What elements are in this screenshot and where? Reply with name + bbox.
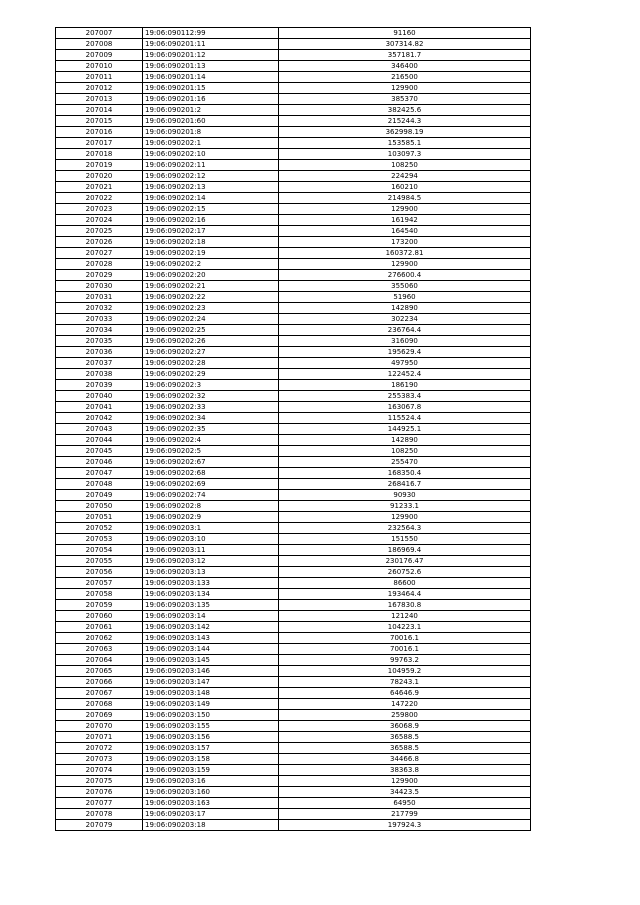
table-row [56, 94, 531, 105]
table-row [56, 644, 531, 655]
row-id-cell: 207037 [56, 358, 143, 369]
cadastral-number-cell: 19:06:090201:12 [143, 50, 279, 61]
row-id-cell: 207073 [56, 754, 143, 765]
row-id-cell: 207007 [56, 28, 143, 39]
value-cell: 197924.3 [279, 820, 531, 831]
cadastral-number-cell: 19:06:090202:19 [143, 248, 279, 259]
table-row [56, 358, 531, 369]
cadastral-number-cell: 19:06:090203:150 [143, 710, 279, 721]
row-id-cell: 207027 [56, 248, 143, 259]
table-row [56, 622, 531, 633]
cadastral-number-cell: 19:06:090203:144 [143, 644, 279, 655]
value-cell: 357181.7 [279, 50, 531, 61]
value-cell: 385370 [279, 94, 531, 105]
value-cell: 168350.4 [279, 468, 531, 479]
value-cell: 230176.47 [279, 556, 531, 567]
table-row [56, 578, 531, 589]
row-id-cell: 207013 [56, 94, 143, 105]
row-id-cell: 207055 [56, 556, 143, 567]
cadastral-number-cell: 19:06:090202:24 [143, 314, 279, 325]
value-cell: 90930 [279, 490, 531, 501]
row-id-cell: 207062 [56, 633, 143, 644]
cadastral-number-cell: 19:06:090202:3 [143, 380, 279, 391]
value-cell: 355060 [279, 281, 531, 292]
value-cell: 108250 [279, 160, 531, 171]
cadastral-number-cell: 19:06:090201:16 [143, 94, 279, 105]
value-cell: 255470 [279, 457, 531, 468]
row-id-cell: 207019 [56, 160, 143, 171]
table-row [56, 468, 531, 479]
cadastral-number-cell: 19:06:090203:155 [143, 721, 279, 732]
cadastral-number-cell: 19:06:090203:134 [143, 589, 279, 600]
value-cell: 268416.7 [279, 479, 531, 490]
cadastral-number-cell: 19:06:090203:163 [143, 798, 279, 809]
table-row [56, 259, 531, 270]
value-cell: 186190 [279, 380, 531, 391]
value-cell: 38363.8 [279, 765, 531, 776]
row-id-cell: 207016 [56, 127, 143, 138]
table-row [56, 721, 531, 732]
table-row [56, 688, 531, 699]
value-cell: 129900 [279, 83, 531, 94]
table-row [56, 732, 531, 743]
row-id-cell: 207042 [56, 413, 143, 424]
value-cell: 142890 [279, 303, 531, 314]
table-row [56, 677, 531, 688]
cadastral-number-cell: 19:06:090202:68 [143, 468, 279, 479]
table-row [56, 534, 531, 545]
row-id-cell: 207012 [56, 83, 143, 94]
table-row [56, 655, 531, 666]
value-cell: 104959.2 [279, 666, 531, 677]
table-row [56, 325, 531, 336]
table-row [56, 50, 531, 61]
value-cell: 214984.5 [279, 193, 531, 204]
cadastral-number-cell: 19:06:090202:34 [143, 413, 279, 424]
value-cell: 497950 [279, 358, 531, 369]
value-cell: 51960 [279, 292, 531, 303]
row-id-cell: 207052 [56, 523, 143, 534]
row-id-cell: 207046 [56, 457, 143, 468]
row-id-cell: 207070 [56, 721, 143, 732]
table-row [56, 809, 531, 820]
row-id-cell: 207044 [56, 435, 143, 446]
value-cell: 36588.5 [279, 743, 531, 754]
table-row [56, 435, 531, 446]
row-id-cell: 207041 [56, 402, 143, 413]
value-cell: 163067.8 [279, 402, 531, 413]
row-id-cell: 207040 [56, 391, 143, 402]
data-table [55, 27, 531, 831]
row-id-cell: 207078 [56, 809, 143, 820]
value-cell: 129900 [279, 259, 531, 270]
table-row [56, 28, 531, 39]
table-row [56, 226, 531, 237]
row-id-cell: 207038 [56, 369, 143, 380]
value-cell: 64950 [279, 798, 531, 809]
value-cell: 122452.4 [279, 369, 531, 380]
row-id-cell: 207067 [56, 688, 143, 699]
table-row [56, 699, 531, 710]
value-cell: 86600 [279, 578, 531, 589]
value-cell: 129900 [279, 776, 531, 787]
cadastral-number-cell: 19:06:090202:8 [143, 501, 279, 512]
cadastral-number-cell: 19:06:090201:14 [143, 72, 279, 83]
table-row [56, 347, 531, 358]
row-id-cell: 207043 [56, 424, 143, 435]
row-id-cell: 207018 [56, 149, 143, 160]
row-id-cell: 207034 [56, 325, 143, 336]
cadastral-number-cell: 19:06:090202:23 [143, 303, 279, 314]
cadastral-number-cell: 19:06:090203:148 [143, 688, 279, 699]
value-cell: 215244.3 [279, 116, 531, 127]
value-cell: 34466.8 [279, 754, 531, 765]
row-id-cell: 207060 [56, 611, 143, 622]
table-row [56, 72, 531, 83]
cadastral-number-cell: 19:06:090201:8 [143, 127, 279, 138]
value-cell: 70016.1 [279, 644, 531, 655]
row-id-cell: 207032 [56, 303, 143, 314]
cadastral-number-cell: 19:06:090203:17 [143, 809, 279, 820]
cadastral-number-cell: 19:06:090202:2 [143, 259, 279, 270]
row-id-cell: 207036 [56, 347, 143, 358]
row-id-cell: 207074 [56, 765, 143, 776]
cadastral-number-cell: 19:06:090203:14 [143, 611, 279, 622]
cadastral-number-cell: 19:06:090203:145 [143, 655, 279, 666]
cadastral-number-cell: 19:06:090201:60 [143, 116, 279, 127]
table-row [56, 171, 531, 182]
cadastral-number-cell: 19:06:090202:67 [143, 457, 279, 468]
cadastral-number-cell: 19:06:090202:17 [143, 226, 279, 237]
value-cell: 173200 [279, 237, 531, 248]
row-id-cell: 207020 [56, 171, 143, 182]
table-row [56, 743, 531, 754]
cadastral-number-cell: 19:06:090203:1 [143, 523, 279, 534]
cadastral-number-cell: 19:06:090203:13 [143, 567, 279, 578]
table-row [56, 248, 531, 259]
cadastral-number-cell: 19:06:090203:160 [143, 787, 279, 798]
value-cell: 36588.5 [279, 732, 531, 743]
value-cell: 259800 [279, 710, 531, 721]
row-id-cell: 207057 [56, 578, 143, 589]
table-row [56, 314, 531, 325]
row-id-cell: 207025 [56, 226, 143, 237]
value-cell: 224294 [279, 171, 531, 182]
row-id-cell: 207063 [56, 644, 143, 655]
table-row [56, 611, 531, 622]
cadastral-number-cell: 19:06:090203:142 [143, 622, 279, 633]
table-row [56, 237, 531, 248]
row-id-cell: 207072 [56, 743, 143, 754]
row-id-cell: 207049 [56, 490, 143, 501]
cadastral-number-cell: 19:06:090203:157 [143, 743, 279, 754]
row-id-cell: 207021 [56, 182, 143, 193]
table-row [56, 204, 531, 215]
cadastral-number-cell: 19:06:090202:32 [143, 391, 279, 402]
table-row [56, 138, 531, 149]
value-cell: 121240 [279, 611, 531, 622]
cadastral-number-cell: 19:06:090202:11 [143, 160, 279, 171]
row-id-cell: 207066 [56, 677, 143, 688]
cadastral-number-cell: 19:06:090203:159 [143, 765, 279, 776]
row-id-cell: 207054 [56, 545, 143, 556]
cadastral-number-cell: 19:06:090202:27 [143, 347, 279, 358]
row-id-cell: 207033 [56, 314, 143, 325]
value-cell: 316090 [279, 336, 531, 347]
table-row [56, 523, 531, 534]
value-cell: 346400 [279, 61, 531, 72]
table-row [56, 215, 531, 226]
cadastral-number-cell: 19:06:090203:149 [143, 699, 279, 710]
value-cell: 147220 [279, 699, 531, 710]
row-id-cell: 207035 [56, 336, 143, 347]
row-id-cell: 207077 [56, 798, 143, 809]
cadastral-number-cell: 19:06:090203:133 [143, 578, 279, 589]
table-row [56, 589, 531, 600]
value-cell: 153585.1 [279, 138, 531, 149]
table-row [56, 633, 531, 644]
row-id-cell: 207056 [56, 567, 143, 578]
value-cell: 104223.1 [279, 622, 531, 633]
cadastral-number-cell: 19:06:090201:15 [143, 83, 279, 94]
value-cell: 36068.9 [279, 721, 531, 732]
value-cell: 255383.4 [279, 391, 531, 402]
cadastral-number-cell: 19:06:090202:9 [143, 512, 279, 523]
row-id-cell: 207064 [56, 655, 143, 666]
row-id-cell: 207031 [56, 292, 143, 303]
cadastral-number-cell: 19:06:090202:10 [143, 149, 279, 160]
row-id-cell: 207075 [56, 776, 143, 787]
cadastral-number-cell: 19:06:090203:11 [143, 545, 279, 556]
row-id-cell: 207061 [56, 622, 143, 633]
row-id-cell: 207028 [56, 259, 143, 270]
row-id-cell: 207014 [56, 105, 143, 116]
table-row [56, 116, 531, 127]
value-cell: 115524.4 [279, 413, 531, 424]
value-cell: 382425.6 [279, 105, 531, 116]
table-row [56, 479, 531, 490]
value-cell: 307314.82 [279, 39, 531, 50]
value-cell: 161942 [279, 215, 531, 226]
value-cell: 91160 [279, 28, 531, 39]
table-row [56, 754, 531, 765]
value-cell: 34423.5 [279, 787, 531, 798]
row-id-cell: 207076 [56, 787, 143, 798]
table-row [56, 490, 531, 501]
row-id-cell: 207026 [56, 237, 143, 248]
table-row [56, 798, 531, 809]
table-body [56, 28, 531, 831]
table-row [56, 600, 531, 611]
row-id-cell: 207059 [56, 600, 143, 611]
table-row [56, 820, 531, 831]
table-row [56, 765, 531, 776]
value-cell: 64646.9 [279, 688, 531, 699]
value-cell: 186969.4 [279, 545, 531, 556]
cadastral-number-cell: 19:06:090203:135 [143, 600, 279, 611]
row-id-cell: 207030 [56, 281, 143, 292]
cadastral-number-cell: 19:06:090202:22 [143, 292, 279, 303]
cadastral-number-cell: 19:06:090202:29 [143, 369, 279, 380]
table-row [56, 105, 531, 116]
row-id-cell: 207047 [56, 468, 143, 479]
value-cell: 193464.4 [279, 589, 531, 600]
value-cell: 144925.1 [279, 424, 531, 435]
cadastral-number-cell: 19:06:090202:18 [143, 237, 279, 248]
cadastral-number-cell: 19:06:090201:13 [143, 61, 279, 72]
table-row [56, 39, 531, 50]
table-row [56, 182, 531, 193]
cadastral-number-cell: 19:06:090202:4 [143, 435, 279, 446]
cadastral-number-cell: 19:06:090201:11 [143, 39, 279, 50]
cadastral-number-cell: 19:06:090202:74 [143, 490, 279, 501]
table-row [56, 270, 531, 281]
value-cell: 302234 [279, 314, 531, 325]
row-id-cell: 207039 [56, 380, 143, 391]
table-row [56, 303, 531, 314]
table-row [56, 710, 531, 721]
row-id-cell: 207009 [56, 50, 143, 61]
row-id-cell: 207053 [56, 534, 143, 545]
cadastral-number-cell: 19:06:090202:33 [143, 402, 279, 413]
value-cell: 236764.4 [279, 325, 531, 336]
value-cell: 129900 [279, 204, 531, 215]
value-cell: 108250 [279, 446, 531, 457]
row-id-cell: 207011 [56, 72, 143, 83]
cadastral-number-cell: 19:06:090202:13 [143, 182, 279, 193]
row-id-cell: 207051 [56, 512, 143, 523]
cadastral-number-cell: 19:06:090202:1 [143, 138, 279, 149]
value-cell: 232564.3 [279, 523, 531, 534]
cadastral-number-cell: 19:06:090203:158 [143, 754, 279, 765]
value-cell: 160372.81 [279, 248, 531, 259]
table-row [56, 446, 531, 457]
cadastral-number-cell: 19:06:090202:35 [143, 424, 279, 435]
value-cell: 217799 [279, 809, 531, 820]
row-id-cell: 207022 [56, 193, 143, 204]
table-row [56, 402, 531, 413]
table-row [56, 160, 531, 171]
table-row [56, 369, 531, 380]
cadastral-number-cell: 19:06:090202:16 [143, 215, 279, 226]
value-cell: 99763.2 [279, 655, 531, 666]
cadastral-number-cell: 19:06:090203:16 [143, 776, 279, 787]
table-row [56, 61, 531, 72]
cadastral-number-cell: 19:06:090202:15 [143, 204, 279, 215]
value-cell: 276600.4 [279, 270, 531, 281]
cadastral-number-cell: 19:06:090203:12 [143, 556, 279, 567]
cadastral-number-cell: 19:06:090202:20 [143, 270, 279, 281]
table-row [56, 666, 531, 677]
table-row [56, 336, 531, 347]
row-id-cell: 207065 [56, 666, 143, 677]
value-cell: 142890 [279, 435, 531, 446]
table-row [56, 281, 531, 292]
row-id-cell: 207010 [56, 61, 143, 72]
table-row [56, 391, 531, 402]
table-row [56, 545, 531, 556]
value-cell: 91233.1 [279, 501, 531, 512]
cadastral-number-cell: 19:06:090202:69 [143, 479, 279, 490]
cadastral-number-cell: 19:06:090202:12 [143, 171, 279, 182]
row-id-cell: 207071 [56, 732, 143, 743]
table-row [56, 83, 531, 94]
cadastral-number-cell: 19:06:090203:147 [143, 677, 279, 688]
cadastral-number-cell: 19:06:090201:2 [143, 105, 279, 116]
table-row [56, 556, 531, 567]
row-id-cell: 207050 [56, 501, 143, 512]
table-row [56, 380, 531, 391]
value-cell: 164540 [279, 226, 531, 237]
cadastral-number-cell: 19:06:090202:14 [143, 193, 279, 204]
value-cell: 129900 [279, 512, 531, 523]
value-cell: 160210 [279, 182, 531, 193]
table-row [56, 457, 531, 468]
table-row [56, 501, 531, 512]
cadastral-number-cell: 19:06:090203:156 [143, 732, 279, 743]
cadastral-number-cell: 19:06:090203:10 [143, 534, 279, 545]
table-row [56, 413, 531, 424]
table-row [56, 776, 531, 787]
cadastral-number-cell: 19:06:090202:25 [143, 325, 279, 336]
cadastral-number-cell: 19:06:090202:21 [143, 281, 279, 292]
value-cell: 78243.1 [279, 677, 531, 688]
value-cell: 70016.1 [279, 633, 531, 644]
value-cell: 260752.6 [279, 567, 531, 578]
cadastral-number-cell: 19:06:090202:26 [143, 336, 279, 347]
row-id-cell: 207024 [56, 215, 143, 226]
row-id-cell: 207015 [56, 116, 143, 127]
cadastral-number-cell: 19:06:090203:146 [143, 666, 279, 677]
cadastral-number-cell: 19:06:090112:99 [143, 28, 279, 39]
value-cell: 167830.8 [279, 600, 531, 611]
table-row [56, 787, 531, 798]
value-cell: 216500 [279, 72, 531, 83]
value-cell: 151550 [279, 534, 531, 545]
value-cell: 195629.4 [279, 347, 531, 358]
row-id-cell: 207048 [56, 479, 143, 490]
row-id-cell: 207029 [56, 270, 143, 281]
cadastral-number-cell: 19:06:090203:143 [143, 633, 279, 644]
row-id-cell: 207068 [56, 699, 143, 710]
table-row [56, 567, 531, 578]
cadastral-number-cell: 19:06:090202:28 [143, 358, 279, 369]
table-row [56, 512, 531, 523]
row-id-cell: 207008 [56, 39, 143, 50]
row-id-cell: 207058 [56, 589, 143, 600]
table-row [56, 149, 531, 160]
row-id-cell: 207023 [56, 204, 143, 215]
table-row [56, 424, 531, 435]
cadastral-number-cell: 19:06:090202:5 [143, 446, 279, 457]
row-id-cell: 207069 [56, 710, 143, 721]
table-row [56, 292, 531, 303]
row-id-cell: 207017 [56, 138, 143, 149]
value-cell: 362998.19 [279, 127, 531, 138]
value-cell: 103097.3 [279, 149, 531, 160]
table-row [56, 193, 531, 204]
row-id-cell: 207045 [56, 446, 143, 457]
cadastral-number-cell: 19:06:090203:18 [143, 820, 279, 831]
table-row [56, 127, 531, 138]
row-id-cell: 207079 [56, 820, 143, 831]
